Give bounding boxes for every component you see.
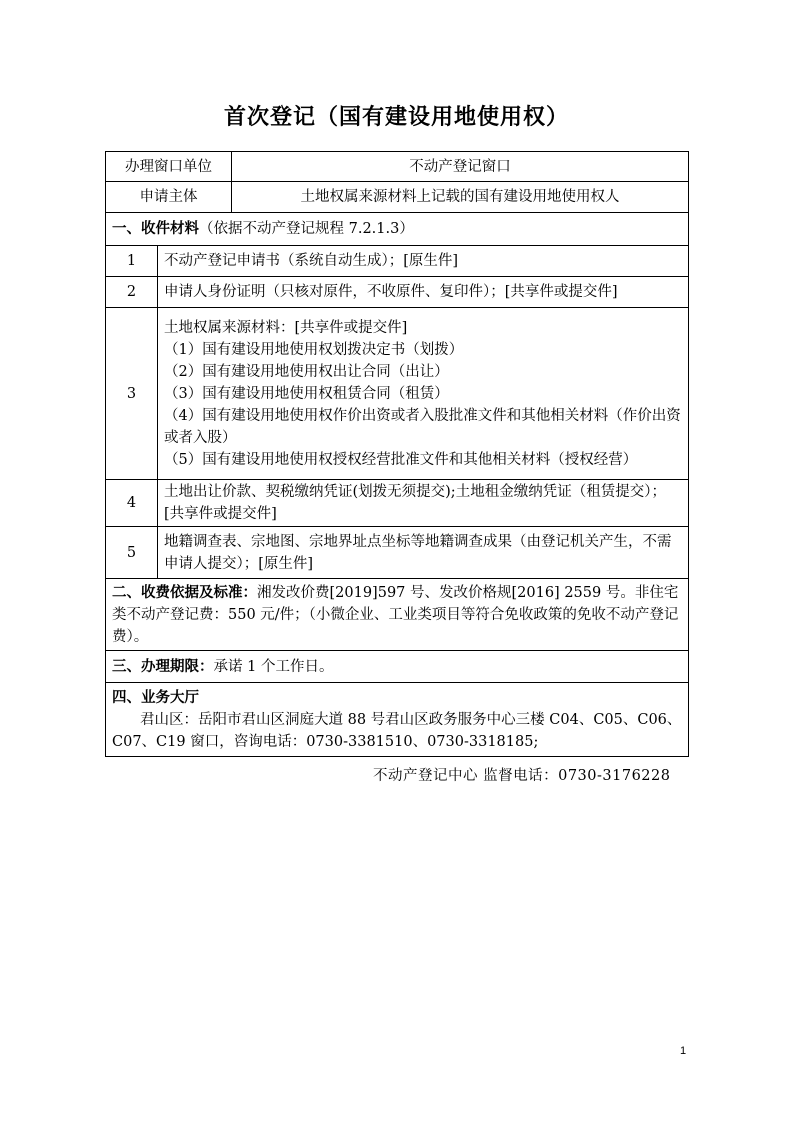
item-text: 申请人身份证明（只核对原件，不收原件、复印件）；[共享件或提交件]	[158, 277, 689, 308]
table-row	[106, 182, 689, 213]
window-unit-value: 不动产登记窗口	[232, 152, 689, 182]
item-number: 3	[106, 308, 158, 480]
table-row	[106, 308, 689, 480]
table-row	[106, 683, 689, 757]
window-unit-label: 办理窗口单位	[106, 152, 232, 182]
page-title: 首次登记（国有建设用地使用权）	[223, 105, 569, 130]
period-heading: 三、办理期限：	[112, 658, 214, 675]
item-number: 2	[106, 277, 158, 308]
fees-section	[106, 579, 689, 651]
item-line: 土地权属来源材料：[共享件或提交件]	[164, 319, 408, 336]
item-line: （4）国有建设用地使用权作价出资或者入股批准文件和其他相关材料（作价出资或者入股）	[164, 407, 681, 446]
table-row	[106, 213, 689, 246]
period-text: 承诺 1 个工作日。	[213, 658, 334, 675]
footer-contact: 不动产登记中心 监督电话：0730-3176228	[373, 768, 671, 784]
applicant-value: 土地权属来源材料上记载的国有建设用地使用权人	[232, 182, 689, 213]
item-line: （2）国有建设用地使用权出让合同（出让）	[164, 363, 449, 380]
period-section	[106, 651, 689, 683]
hall-address: 君山区：岳阳市君山区洞庭大道 88 号君山区政务服务中心三楼 C04、C05、C06、C07、C19 窗口，咨询电话：0730-3381510、0730-3318185;	[112, 711, 682, 750]
table-row	[106, 246, 689, 277]
fees-heading: 二、收费依据及标准：	[112, 584, 257, 601]
materials-basis: （依据不动产登记规程 7.2.1.3）	[199, 221, 414, 237]
item-line: （5）国有建设用地使用权授权经营批准文件和其他相关材料（授权经营）	[164, 451, 638, 468]
table-row	[106, 277, 689, 308]
fees-text: 湘发改价费[2019]597 号、发改价格规[2016] 2559 号。非住宅类不动产登记费：550 元/件；（小微企业、工业类项目等符合免收政策的免收不动产登记费）。	[112, 584, 679, 645]
page-number: 1	[680, 1045, 687, 1057]
table-row	[106, 480, 689, 527]
item-text: 土地出让价款、契税缴纳凭证(划拨无须提交);土地租金缴纳凭证（租赁提交）；[共享件或提交件]	[158, 480, 689, 527]
registration-table	[105, 151, 689, 757]
item-number: 1	[106, 246, 158, 277]
applicant-label: 申请主体	[106, 182, 232, 213]
table-row	[106, 152, 689, 182]
hall-text	[112, 709, 682, 753]
item-line: （3）国有建设用地使用权租赁合同（租赁）	[164, 385, 449, 402]
materials-section-header	[106, 213, 689, 246]
item-text: 地籍调查表、宗地图、宗地界址点坐标等地籍调查成果（由登记机关产生，不需申请人提交）；[原生件]	[158, 527, 689, 579]
hall-section	[106, 683, 689, 757]
item-number: 5	[106, 527, 158, 579]
table-row	[106, 527, 689, 579]
table-row	[106, 651, 689, 683]
table-row	[106, 579, 689, 651]
materials-heading: 一、收件材料	[112, 221, 199, 237]
item-text	[158, 308, 689, 480]
hall-heading: 四、业务大厅	[112, 689, 199, 706]
item-number: 4	[106, 480, 158, 527]
item-text: 不动产登记申请书（系统自动生成）；[原生件]	[158, 246, 689, 277]
item-line: （1）国有建设用地使用权划拨决定书（划拨）	[164, 341, 464, 358]
